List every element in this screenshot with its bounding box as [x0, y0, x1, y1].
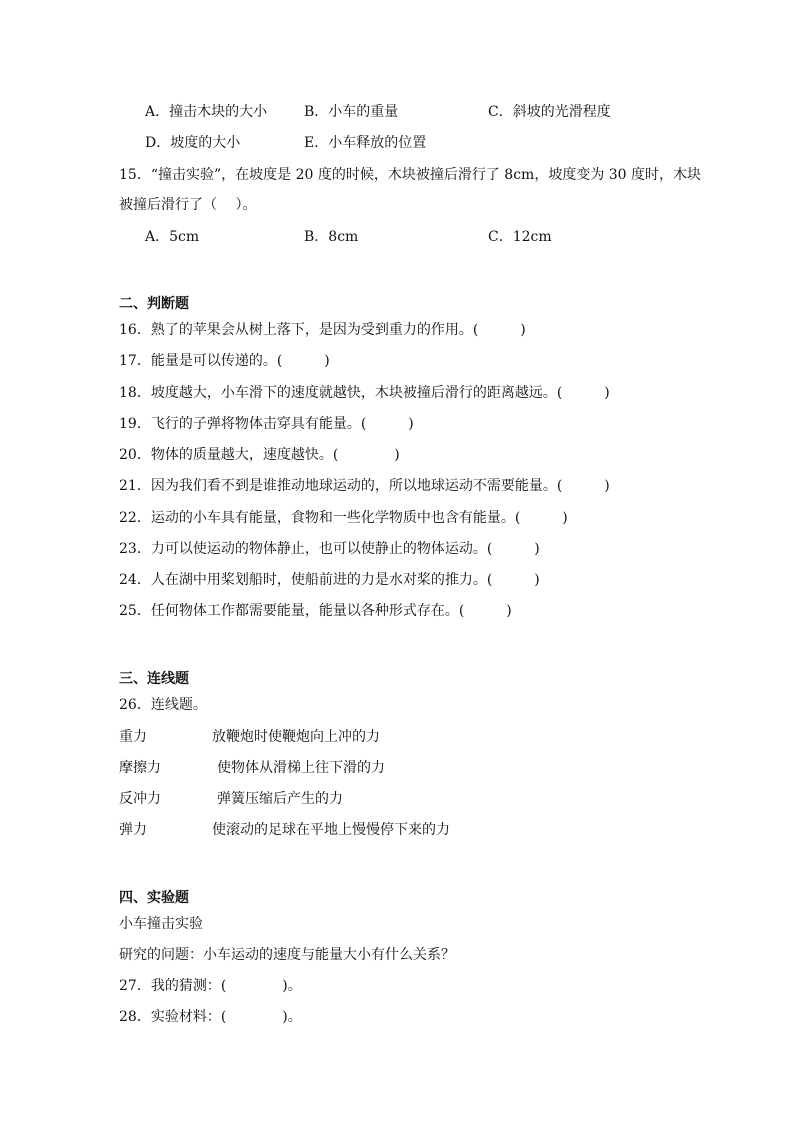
judgment-item: 25．任何物体工作都需要能量，能量以各种形式存在。( )	[119, 603, 512, 619]
q15-option-b: B．8cm	[304, 229, 359, 245]
judgment-item: 20．物体的质量越大，速度越快。( )	[119, 447, 400, 463]
match-right-item: 使物体从滑梯上往下滑的力	[217, 760, 385, 776]
q14-option-d: D．坡度的大小	[145, 135, 241, 151]
match-left-item: 弹力	[119, 822, 147, 838]
judgment-item: 23．力可以使运动的物体静止，也可以使静止的物体运动。( )	[119, 541, 540, 557]
judgment-item: 16．熟了的苹果会从树上落下，是因为受到重力的作用。( )	[119, 322, 526, 338]
q14-option-b: B．小车的重量	[304, 104, 399, 120]
judgment-item: 18．坡度越大，小车滑下的速度就越快，木块被撞后滑行的距离越远。( )	[119, 385, 610, 401]
q27: 27．我的猜测：( )。	[119, 978, 302, 994]
q14-option-a: A．撞击木块的大小	[145, 104, 268, 120]
q14-option-e: E．小车释放的位置	[304, 135, 427, 151]
q15-line1: 15．“撞击实验”，在坡度是 20 度的时候，木块被撞后滑行了 8cm，坡度变为 30 度时，木块	[119, 167, 702, 183]
section-title-experiment: 四、实验题	[119, 890, 189, 906]
q26-label: 26．连线题。	[119, 697, 207, 713]
judgment-item: 19．飞行的子弹将物体击穿具有能量。( )	[119, 416, 414, 432]
match-right-item: 使滚动的足球在平地上慢慢停下来的力	[212, 822, 450, 838]
judgment-item: 24．人在湖中用桨划船时，使船前进的力是水对桨的推力。( )	[119, 572, 540, 588]
section-title-matching: 三、连线题	[119, 671, 189, 687]
match-right-item: 弹簧压缩后产生的力	[217, 791, 343, 807]
judgment-item: 22．运动的小车具有能量，食物和一些化学物质中也含有能量。( )	[119, 510, 568, 526]
match-left-item: 重力	[119, 729, 147, 745]
experiment-subtitle: 小车撞击实验	[119, 916, 203, 932]
match-left-item: 反冲力	[119, 791, 161, 807]
research-question: 研究的问题：小车运动的速度与能量大小有什么关系？	[119, 947, 455, 963]
q28: 28．实验材料：( )。	[119, 1009, 302, 1025]
match-right-item: 放鞭炮时使鞭炮向上冲的力	[212, 729, 380, 745]
q15-line2: 被撞后滑行了（ ）。	[119, 197, 257, 213]
q14-option-c: C．斜坡的光滑程度	[488, 104, 611, 120]
match-left-item: 摩擦力	[119, 760, 161, 776]
judgment-item: 17．能量是可以传递的。( )	[119, 353, 330, 369]
judgment-item: 21．因为我们看不到是谁推动地球运动的，所以地球运动不需要能量。( )	[119, 478, 610, 494]
q15-option-c: C．12cm	[488, 229, 552, 245]
section-title-judgment: 二、判断题	[119, 296, 189, 312]
q15-option-a: A．5cm	[145, 229, 200, 245]
